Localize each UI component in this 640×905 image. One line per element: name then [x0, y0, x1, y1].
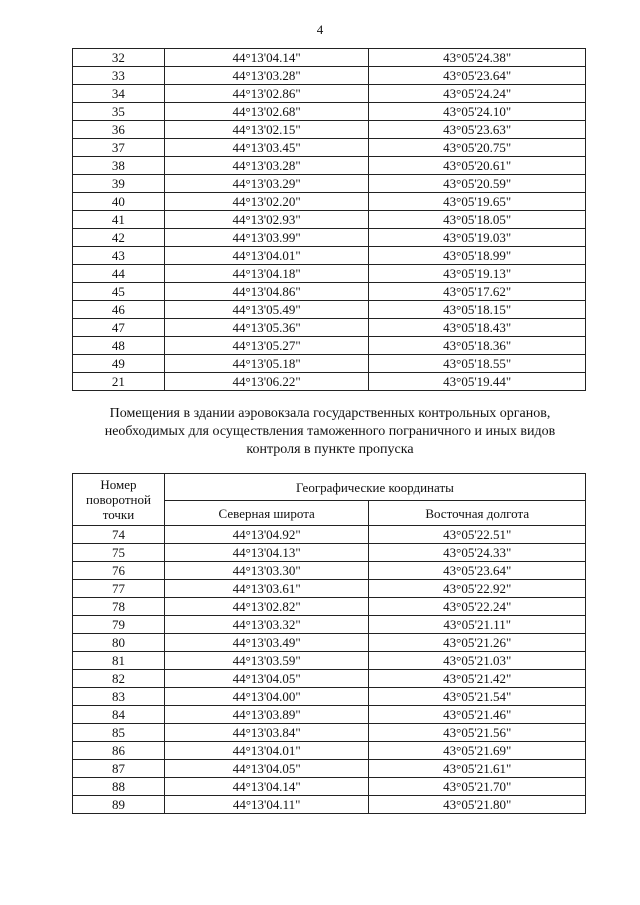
latitude-cell: 44°13'04.11" [164, 796, 369, 814]
table-row [73, 580, 586, 598]
point-number-cell: 89 [73, 796, 165, 814]
longitude-cell: 43°05'23.64" [369, 562, 586, 580]
header-geographic-coordinates: Географические координаты [164, 474, 585, 501]
table-row [73, 49, 586, 67]
latitude-cell: 44°13'03.61" [164, 580, 369, 598]
latitude-cell: 44°13'02.20" [164, 193, 369, 211]
point-number-cell: 77 [73, 580, 165, 598]
table-row [73, 283, 586, 301]
table-row [73, 67, 586, 85]
point-number-cell: 79 [73, 616, 165, 634]
longitude-cell: 43°05'21.70" [369, 778, 586, 796]
latitude-cell: 44°13'04.14" [164, 778, 369, 796]
longitude-cell: 43°05'18.36" [369, 337, 586, 355]
table-row [73, 688, 586, 706]
longitude-cell: 43°05'22.51" [369, 526, 586, 544]
longitude-cell: 43°05'21.11" [369, 616, 586, 634]
latitude-cell: 44°13'03.32" [164, 616, 369, 634]
page-number: 4 [316, 22, 324, 37]
header-turning-point-number: Номер поворотной точки [73, 474, 165, 526]
latitude-cell: 44°13'04.05" [164, 760, 369, 778]
table-row [73, 526, 586, 544]
table-row [73, 319, 586, 337]
latitude-cell: 44°13'04.00" [164, 688, 369, 706]
latitude-cell: 44°13'03.28" [164, 157, 369, 175]
longitude-cell: 43°05'24.38" [369, 49, 586, 67]
table-row [73, 157, 586, 175]
terminal-premises-coordinates-table [72, 473, 586, 814]
point-number-cell: 87 [73, 760, 165, 778]
longitude-cell: 43°05'21.69" [369, 742, 586, 760]
latitude-cell: 44°13'02.93" [164, 211, 369, 229]
longitude-cell: 43°05'21.61" [369, 760, 586, 778]
latitude-cell: 44°13'02.86" [164, 85, 369, 103]
table-row [73, 139, 586, 157]
point-number-cell: 34 [73, 85, 165, 103]
latitude-cell: 44°13'03.29" [164, 175, 369, 193]
point-number-cell: 47 [73, 319, 165, 337]
longitude-cell: 43°05'18.55" [369, 355, 586, 373]
table-row [73, 706, 586, 724]
point-number-cell: 35 [73, 103, 165, 121]
table-row [73, 229, 586, 247]
table-row [73, 724, 586, 742]
longitude-cell: 43°05'21.42" [369, 670, 586, 688]
point-number-cell: 43 [73, 247, 165, 265]
longitude-cell: 43°05'19.03" [369, 229, 586, 247]
table-row [73, 634, 586, 652]
coordinates-table-continued [72, 48, 586, 391]
point-number-cell: 85 [73, 724, 165, 742]
longitude-cell: 43°05'18.05" [369, 211, 586, 229]
latitude-cell: 44°13'03.49" [164, 634, 369, 652]
longitude-cell: 43°05'23.64" [369, 67, 586, 85]
point-number-cell: 83 [73, 688, 165, 706]
latitude-cell: 44°13'05.49" [164, 301, 369, 319]
premises-table-body [73, 526, 586, 814]
latitude-cell: 44°13'03.30" [164, 562, 369, 580]
latitude-cell: 44°13'02.82" [164, 598, 369, 616]
latitude-cell: 44°13'04.05" [164, 670, 369, 688]
latitude-cell: 44°13'04.92" [164, 526, 369, 544]
point-number-cell: 40 [73, 193, 165, 211]
point-number-cell: 86 [73, 742, 165, 760]
latitude-cell: 44°13'04.01" [164, 247, 369, 265]
longitude-cell: 43°05'19.13" [369, 265, 586, 283]
latitude-cell: 44°13'02.68" [164, 103, 369, 121]
point-number-cell: 82 [73, 670, 165, 688]
point-number-cell: 88 [73, 778, 165, 796]
point-number-cell: 45 [73, 283, 165, 301]
table-row [73, 796, 586, 814]
header-north-latitude: Северная широта [164, 501, 369, 526]
table-row [73, 247, 586, 265]
table-row [73, 301, 586, 319]
point-number-cell: 44 [73, 265, 165, 283]
section-title-line-3: контроля в пункте пропуска [246, 442, 414, 457]
point-number-cell: 80 [73, 634, 165, 652]
point-number-cell: 84 [73, 706, 165, 724]
longitude-cell: 43°05'21.80" [369, 796, 586, 814]
section-title-line-2: необходимых для осуществления таможенного пограничного и иных видов [104, 424, 556, 439]
longitude-cell: 43°05'18.43" [369, 319, 586, 337]
point-number-cell: 78 [73, 598, 165, 616]
latitude-cell: 44°13'03.84" [164, 724, 369, 742]
table-row [73, 175, 586, 193]
latitude-cell: 44°13'03.45" [164, 139, 369, 157]
point-number-cell: 49 [73, 355, 165, 373]
latitude-cell: 44°13'02.15" [164, 121, 369, 139]
section-title [70, 405, 590, 459]
latitude-cell: 44°13'03.59" [164, 652, 369, 670]
longitude-cell: 43°05'19.65" [369, 193, 586, 211]
longitude-cell: 43°05'23.63" [369, 121, 586, 139]
point-number-cell: 33 [73, 67, 165, 85]
latitude-cell: 44°13'05.18" [164, 355, 369, 373]
longitude-cell: 43°05'24.33" [369, 544, 586, 562]
point-number-cell: 76 [73, 562, 165, 580]
longitude-cell: 43°05'18.15" [369, 301, 586, 319]
point-number-cell: 42 [73, 229, 165, 247]
point-number-cell: 74 [73, 526, 165, 544]
table-row [73, 103, 586, 121]
table-row [73, 760, 586, 778]
longitude-cell: 43°05'18.99" [369, 247, 586, 265]
latitude-cell: 44°13'03.99" [164, 229, 369, 247]
latitude-cell: 44°13'03.28" [164, 67, 369, 85]
longitude-cell: 43°05'21.26" [369, 634, 586, 652]
section-title-line-1: Помещения в здании аэровокзала государственных контрольных органов, [109, 406, 551, 421]
table-row [73, 121, 586, 139]
longitude-cell: 43°05'19.44" [369, 373, 586, 391]
longitude-cell: 43°05'21.03" [369, 652, 586, 670]
table-row [73, 355, 586, 373]
point-number-cell: 21 [73, 373, 165, 391]
table-row [73, 265, 586, 283]
latitude-cell: 44°13'04.01" [164, 742, 369, 760]
table-row [73, 211, 586, 229]
point-number-cell: 46 [73, 301, 165, 319]
longitude-cell: 43°05'22.24" [369, 598, 586, 616]
table-row [73, 616, 586, 634]
longitude-cell: 43°05'17.62" [369, 283, 586, 301]
table-row [73, 598, 586, 616]
longitude-cell: 43°05'21.46" [369, 706, 586, 724]
longitude-cell: 43°05'20.59" [369, 175, 586, 193]
table-row [73, 778, 586, 796]
point-number-cell: 37 [73, 139, 165, 157]
point-number-cell: 81 [73, 652, 165, 670]
table-row [73, 652, 586, 670]
longitude-cell: 43°05'20.61" [369, 157, 586, 175]
table-row [73, 544, 586, 562]
table-row [73, 373, 586, 391]
table-row [73, 742, 586, 760]
header-east-longitude: Восточная долгота [369, 501, 586, 526]
longitude-cell: 43°05'21.54" [369, 688, 586, 706]
latitude-cell: 44°13'04.14" [164, 49, 369, 67]
point-number-cell: 48 [73, 337, 165, 355]
latitude-cell: 44°13'04.13" [164, 544, 369, 562]
latitude-cell: 44°13'04.86" [164, 283, 369, 301]
coordinates-table-body [73, 49, 586, 391]
longitude-cell: 43°05'24.24" [369, 85, 586, 103]
point-number-cell: 38 [73, 157, 165, 175]
point-number-cell: 32 [73, 49, 165, 67]
table-row [73, 337, 586, 355]
latitude-cell: 44°13'06.22" [164, 373, 369, 391]
longitude-cell: 43°05'24.10" [369, 103, 586, 121]
latitude-cell: 44°13'04.18" [164, 265, 369, 283]
longitude-cell: 43°05'20.75" [369, 139, 586, 157]
table-row [73, 562, 586, 580]
table-row [73, 193, 586, 211]
latitude-cell: 44°13'03.89" [164, 706, 369, 724]
point-number-cell: 41 [73, 211, 165, 229]
point-number-cell: 39 [73, 175, 165, 193]
latitude-cell: 44°13'05.27" [164, 337, 369, 355]
table-row [73, 85, 586, 103]
point-number-cell: 75 [73, 544, 165, 562]
latitude-cell: 44°13'05.36" [164, 319, 369, 337]
longitude-cell: 43°05'22.92" [369, 580, 586, 598]
point-number-cell: 36 [73, 121, 165, 139]
table-row [73, 670, 586, 688]
longitude-cell: 43°05'21.56" [369, 724, 586, 742]
